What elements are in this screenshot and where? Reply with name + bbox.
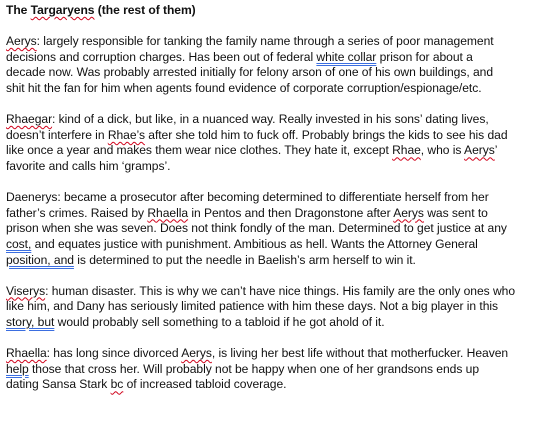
text-segment: would probably sell something to a tabloid if he got ahold of it.	[54, 314, 385, 329]
text-line	[6, 253, 536, 269]
text-line	[6, 237, 536, 253]
grammar-flag-text: position, and	[6, 252, 74, 267]
text-segment: : largely responsible for tanking the family name through a series of poor management	[36, 34, 494, 49]
text-segment: like him, and Dany has seriously limited patience with him these days. Not a big player in this	[6, 299, 499, 314]
paragraph-viserys	[6, 284, 536, 331]
text-segment: decisions and corruption charges. Has been out of federal	[6, 49, 317, 64]
text-segment: after she told him to fuck off. Probably brings the kids to see his dad	[144, 127, 508, 142]
grammar-flag-text: story, but	[6, 314, 55, 329]
title-suffix: (the rest of them)	[94, 3, 196, 17]
spellcheck-word: Rhaella	[147, 205, 189, 220]
spellcheck-word: Rhae	[392, 143, 421, 158]
text-segment: : kind of a dick, but like, in a nuanced way. Really invested in his sons’ dating lives,	[52, 112, 489, 127]
text-segment: of increased tabloid coverage.	[123, 377, 287, 392]
spellcheck-word: Rhaella	[6, 346, 47, 361]
text-segment: was sent to	[423, 205, 488, 220]
text-segment: , who is	[420, 143, 465, 158]
text-segment: prison for about a	[376, 49, 473, 64]
text-line	[6, 81, 536, 97]
text-segment: decade now. Was probably arrested initially for felony arson of one of his own buildings, and	[6, 65, 494, 80]
text-segment: shit hit the fan for him when agents found evidence of corporate corruption/espionage/etc.	[6, 80, 482, 95]
text-line	[6, 377, 536, 393]
text-line	[6, 34, 536, 50]
text-segment: ’	[494, 143, 498, 158]
paragraph-daenerys	[6, 190, 536, 268]
title-prefix: The	[6, 3, 31, 17]
text-segment: : human disaster. This is why we can’t have nice things. His family are the only ones who	[45, 283, 515, 298]
text-line	[6, 159, 536, 175]
text-segment: in Pentos and then Dragonstone after	[188, 205, 394, 220]
text-line	[6, 362, 536, 378]
paragraph-rhaegar	[6, 112, 536, 174]
paragraph-aerys	[6, 34, 536, 96]
spellcheck-word: bc	[110, 377, 124, 392]
text-segment: and equates justice with punishment. Ambitious as hell. Wants the Attorney General	[31, 236, 478, 251]
text-line	[6, 221, 536, 237]
text-line	[6, 112, 536, 128]
text-line	[6, 128, 536, 144]
paragraph-rhaella	[6, 346, 536, 393]
text-segment: father’s crimes. Raised by	[6, 205, 148, 220]
text-line	[6, 206, 536, 222]
text-segment: , is living her best life without that motherfucker. Heaven	[211, 346, 509, 361]
text-line	[6, 190, 536, 206]
spellcheck-word: Viserys	[6, 283, 46, 298]
text-segment: is determined to put the needle in Baelish’s arm herself to win it.	[73, 252, 416, 267]
text-line	[6, 143, 536, 159]
text-segment: Daenerys: became a prosecutor after becoming determined to differentiate herself from her	[6, 190, 489, 205]
spellcheck-word: Rhae’s	[107, 127, 145, 142]
grammar-flag-text: help	[6, 361, 29, 376]
grammar-flag-text: cost,	[6, 236, 32, 251]
text-line	[6, 284, 536, 300]
spellcheck-word: Aerys	[181, 346, 212, 361]
title-name: Targaryens	[30, 3, 95, 17]
text-segment: dating Sansa Stark	[6, 377, 111, 392]
text-segment: like once a year and makes them wear nice clothes. They hate it, except	[6, 143, 393, 158]
text-line	[6, 346, 536, 362]
document-body	[6, 3, 536, 408]
text-line	[6, 50, 536, 66]
spellcheck-word: Aerys	[464, 143, 495, 158]
spellcheck-word: Rhaegar	[6, 112, 53, 127]
text-line	[6, 65, 536, 81]
spellcheck-word: Aerys	[393, 205, 424, 220]
text-segment: : has long since divorced	[46, 346, 182, 361]
text-segment: those that cross her. Will probably not be happy when one of her grandsons ends up	[28, 361, 479, 376]
text-segment: prison when she was seven. Does not think fondly of the man. Determined to get justice at any	[6, 221, 507, 236]
text-segment: doesn’t interfere in	[6, 127, 108, 142]
grammar-flag-text: white collar	[316, 49, 377, 64]
text-line	[6, 315, 536, 331]
document-title	[6, 3, 536, 19]
text-segment: favorite and calls him ‘gramps’.	[6, 158, 171, 173]
spellcheck-word: Aerys	[6, 34, 37, 49]
text-line	[6, 299, 536, 315]
